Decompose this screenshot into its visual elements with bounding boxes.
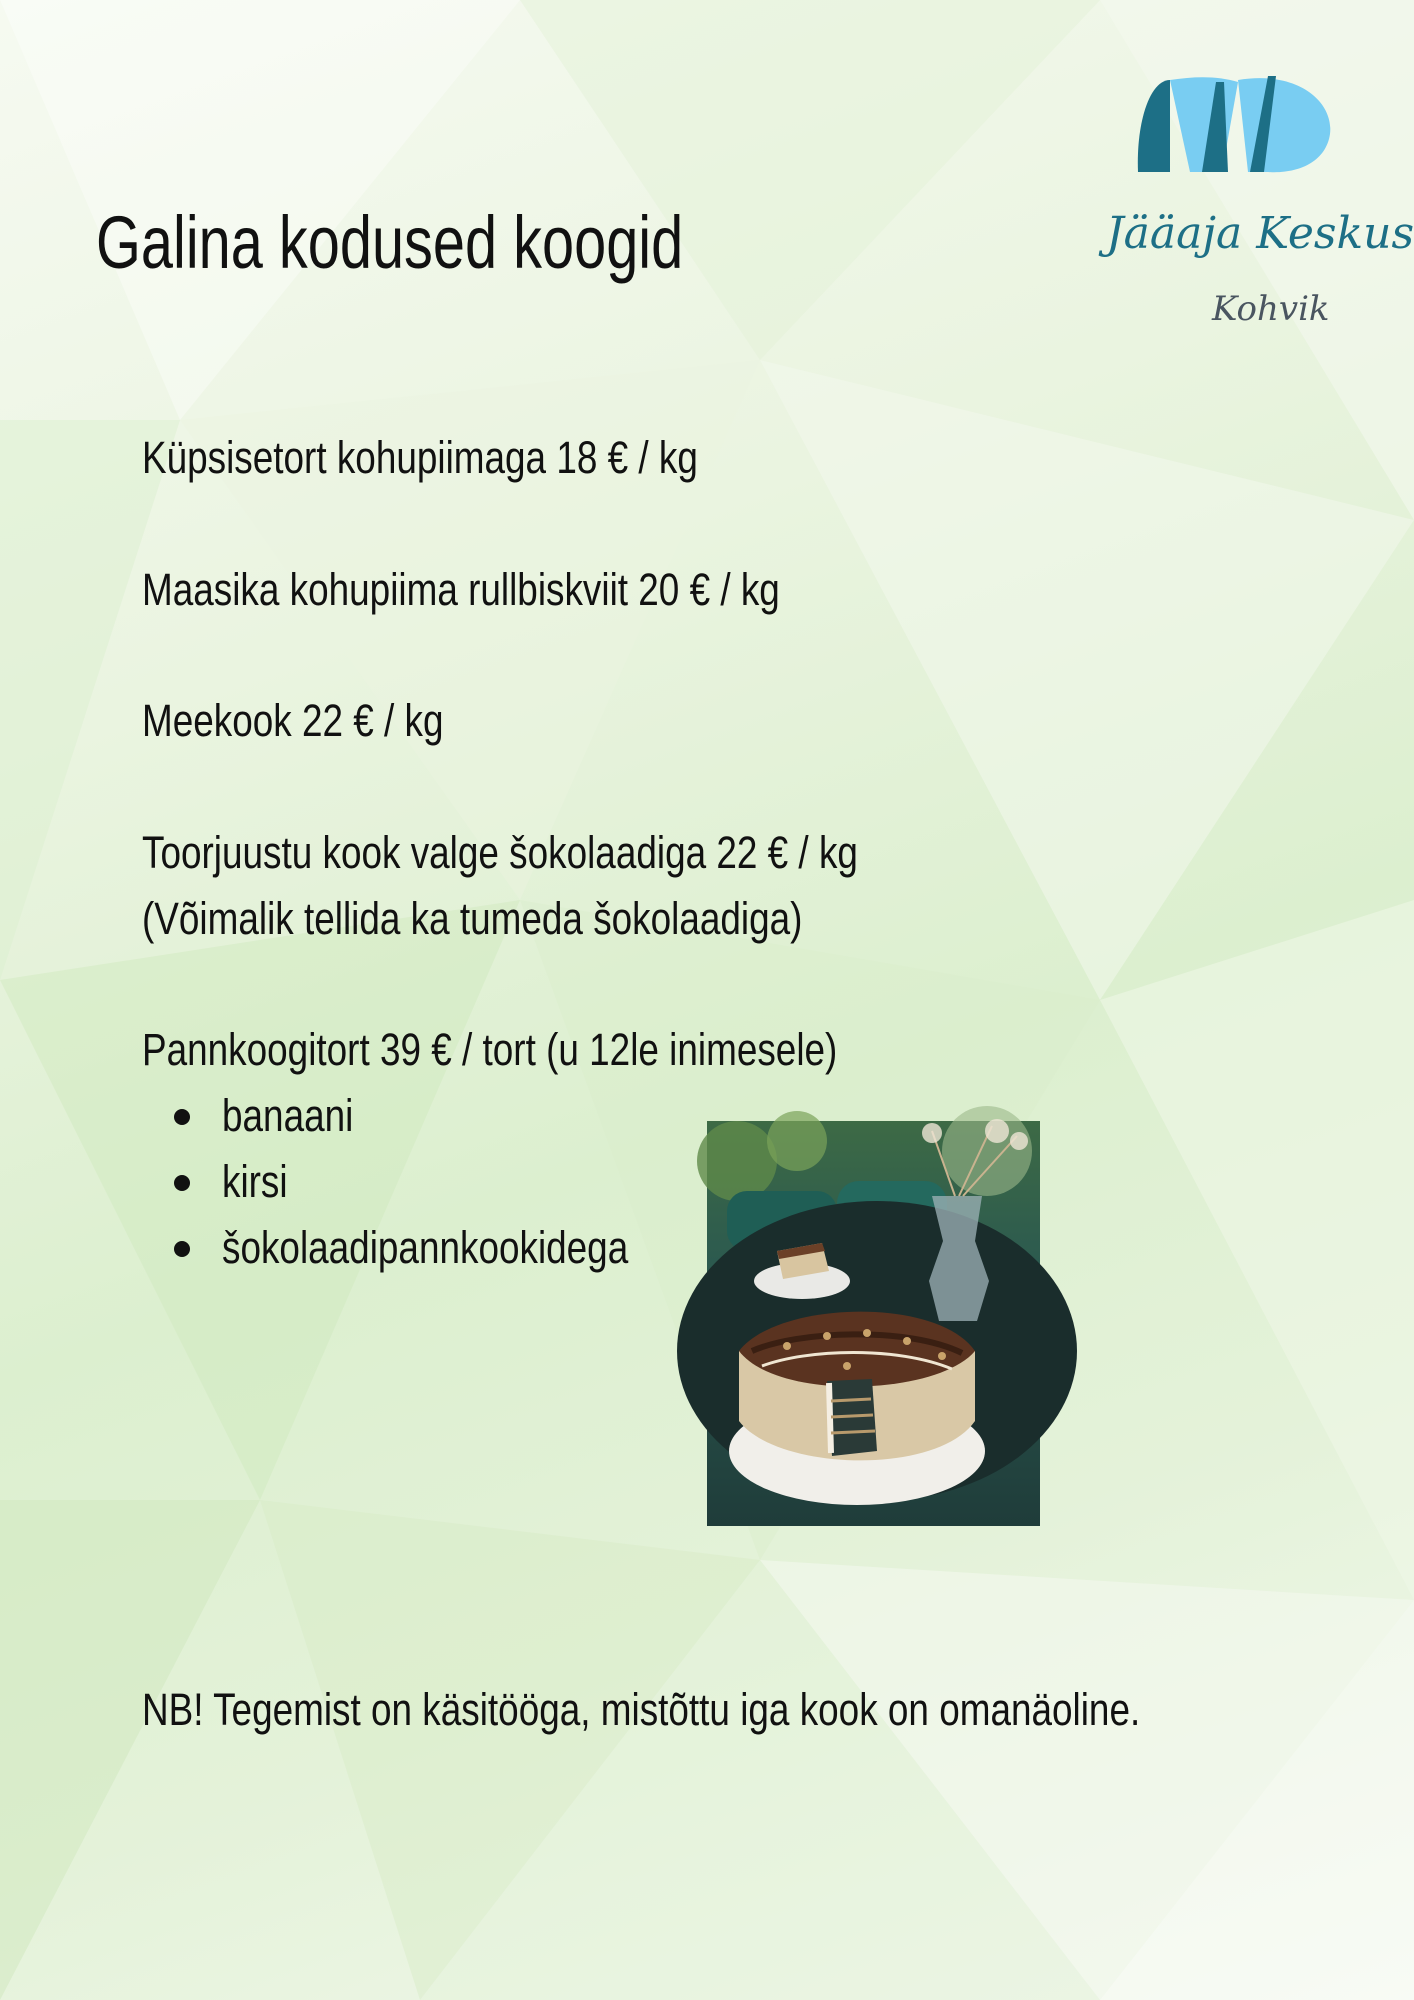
menu-item-kupsisetort: Küpsisetort kohupiimaga 18 € / kg <box>142 432 698 483</box>
menu-item-note: (Võimalik tellida ka tumeda šokolaadiga) <box>142 893 803 944</box>
option-label: banaani <box>222 1090 354 1141</box>
jaaaja-keskus-logo <box>1098 62 1414 352</box>
page-title: Galina kodused koogid <box>96 201 684 284</box>
bullet-icon <box>174 1241 190 1257</box>
logo-text-main: Jääaja Keskus <box>1106 208 1414 259</box>
bullet-icon <box>174 1175 190 1191</box>
option-label: šokolaadipannkookidega <box>222 1222 629 1273</box>
logo-text-sub: Kohvik <box>1212 289 1330 329</box>
menu-item-maasika-rullbiskviit: Maasika kohupiima rullbiskviit 20 € / kg <box>142 564 780 615</box>
option-label: kirsi <box>222 1156 288 1207</box>
menu-item-pannkoogitort: Pannkoogitort 39 € / tort (u 12le inimesele) <box>142 1024 838 1075</box>
footer-note: NB! Tegemist on käsitööga, mistõttu iga kook on omanäoline. <box>142 1684 1141 1735</box>
pancake-cake-photo <box>707 1121 1040 1526</box>
menu-item-toorjuustu-kook: Toorjuustu kook valge šokolaadiga 22 € / kg <box>142 827 858 878</box>
menu-item-meekook: Meekook 22 € / kg <box>142 695 444 746</box>
bullet-icon <box>174 1109 190 1125</box>
